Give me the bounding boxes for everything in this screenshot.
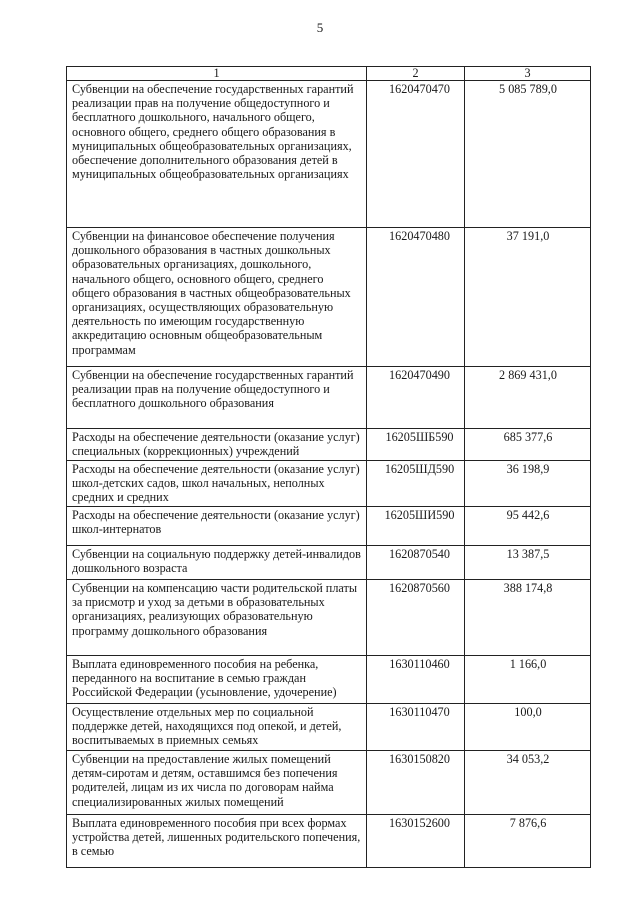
row-name: Субвенции на финансовое обеспечение получения дошкольного образования в частных дошкольных образовательных организациях, дошкольного, начального общего, основного общего, среднего общего образования в частных общеобразовательных организациях, осуществляющих образовательную деятельность по имеющим государственную аккредитацию основным общеобразовательным программам (67, 228, 367, 367)
row-code: 1630150820 (367, 751, 465, 815)
column-header-3: 3 (465, 67, 591, 81)
row-amount: 685 377,6 (465, 429, 591, 461)
row-name: Субвенции на обеспечение государственных гарантий реализации прав на получение общедоступного и бесплатного дошкольного, начального общего, основного общего, среднего общего образования в муниципальных общеобразовательных организациях, обеспечение дополнительного образования детей в муниципальных общеобразовательных организациях (67, 81, 367, 228)
table-row (67, 580, 591, 656)
row-name: Субвенции на предоставление жилых помещений детям-сиротам и детям, оставшимся без попечения родителей, лицам из их числа по договорам найма специализированных жилых помещений (67, 751, 367, 815)
table-row (67, 461, 591, 507)
row-amount: 100,0 (465, 704, 591, 751)
column-header-1: 1 (67, 67, 367, 81)
table-header-row (67, 67, 591, 81)
row-amount: 1 166,0 (465, 656, 591, 704)
row-code: 1630110460 (367, 656, 465, 704)
row-name: Выплата единовременного пособия на ребенка, переданного на воспитание в семью граждан Российской Федерации (усыновление, удочерение) (67, 656, 367, 704)
table-row (67, 81, 591, 228)
table-row (67, 429, 591, 461)
row-code: 1620870540 (367, 546, 465, 580)
row-amount: 7 876,6 (465, 815, 591, 868)
table-row (67, 751, 591, 815)
row-code: 16205ШИ590 (367, 507, 465, 546)
row-name: Выплата единовременного пособия при всех формах устройства детей, лишенных родительского попечения, в семью (67, 815, 367, 868)
row-code: 1620870560 (367, 580, 465, 656)
table-row (67, 546, 591, 580)
row-code: 1620470490 (367, 367, 465, 429)
row-amount: 13 387,5 (465, 546, 591, 580)
page-number: 5 (316, 20, 324, 35)
row-name: Субвенции на компенсацию части родительской платы за присмотр и уход за детьми в образовательных организациях, реализующих образовательную программу дошкольного образования (67, 580, 367, 656)
table-row (67, 228, 591, 367)
row-name: Расходы на обеспечение деятельности (оказание услуг) школ-детских садов, школ начальных, неполных средних и средних (67, 461, 367, 507)
row-name: Расходы на обеспечение деятельности (оказание услуг) специальных (коррекционных) учреждений (67, 429, 367, 461)
table-row (67, 704, 591, 751)
row-amount: 5 085 789,0 (465, 81, 591, 228)
row-amount: 37 191,0 (465, 228, 591, 367)
table-row (67, 367, 591, 429)
row-code: 1620470480 (367, 228, 465, 367)
row-name: Субвенции на обеспечение государственных гарантий реализации прав на получение общедоступного и бесплатного дошкольного образования (67, 367, 367, 429)
row-amount: 388 174,8 (465, 580, 591, 656)
row-code: 16205ШБ590 (367, 429, 465, 461)
row-name: Расходы на обеспечение деятельности (оказание услуг) школ-интернатов (67, 507, 367, 546)
row-amount: 36 198,9 (465, 461, 591, 507)
row-code: 1620470470 (367, 81, 465, 228)
table-row (67, 815, 591, 868)
row-code: 1630110470 (367, 704, 465, 751)
row-amount: 34 053,2 (465, 751, 591, 815)
row-name: Осуществление отдельных мер по социальной поддержке детей, находящихся под опекой, и детей, воспитываемых в приемных семьях (67, 704, 367, 751)
row-name: Субвенции на социальную поддержку детей-инвалидов дошкольного возраста (67, 546, 367, 580)
table-row (67, 507, 591, 546)
budget-table (66, 66, 591, 868)
row-amount: 95 442,6 (465, 507, 591, 546)
table-row (67, 656, 591, 704)
column-header-2: 2 (367, 67, 465, 81)
row-amount: 2 869 431,0 (465, 367, 591, 429)
row-code: 16205ШД590 (367, 461, 465, 507)
row-code: 1630152600 (367, 815, 465, 868)
